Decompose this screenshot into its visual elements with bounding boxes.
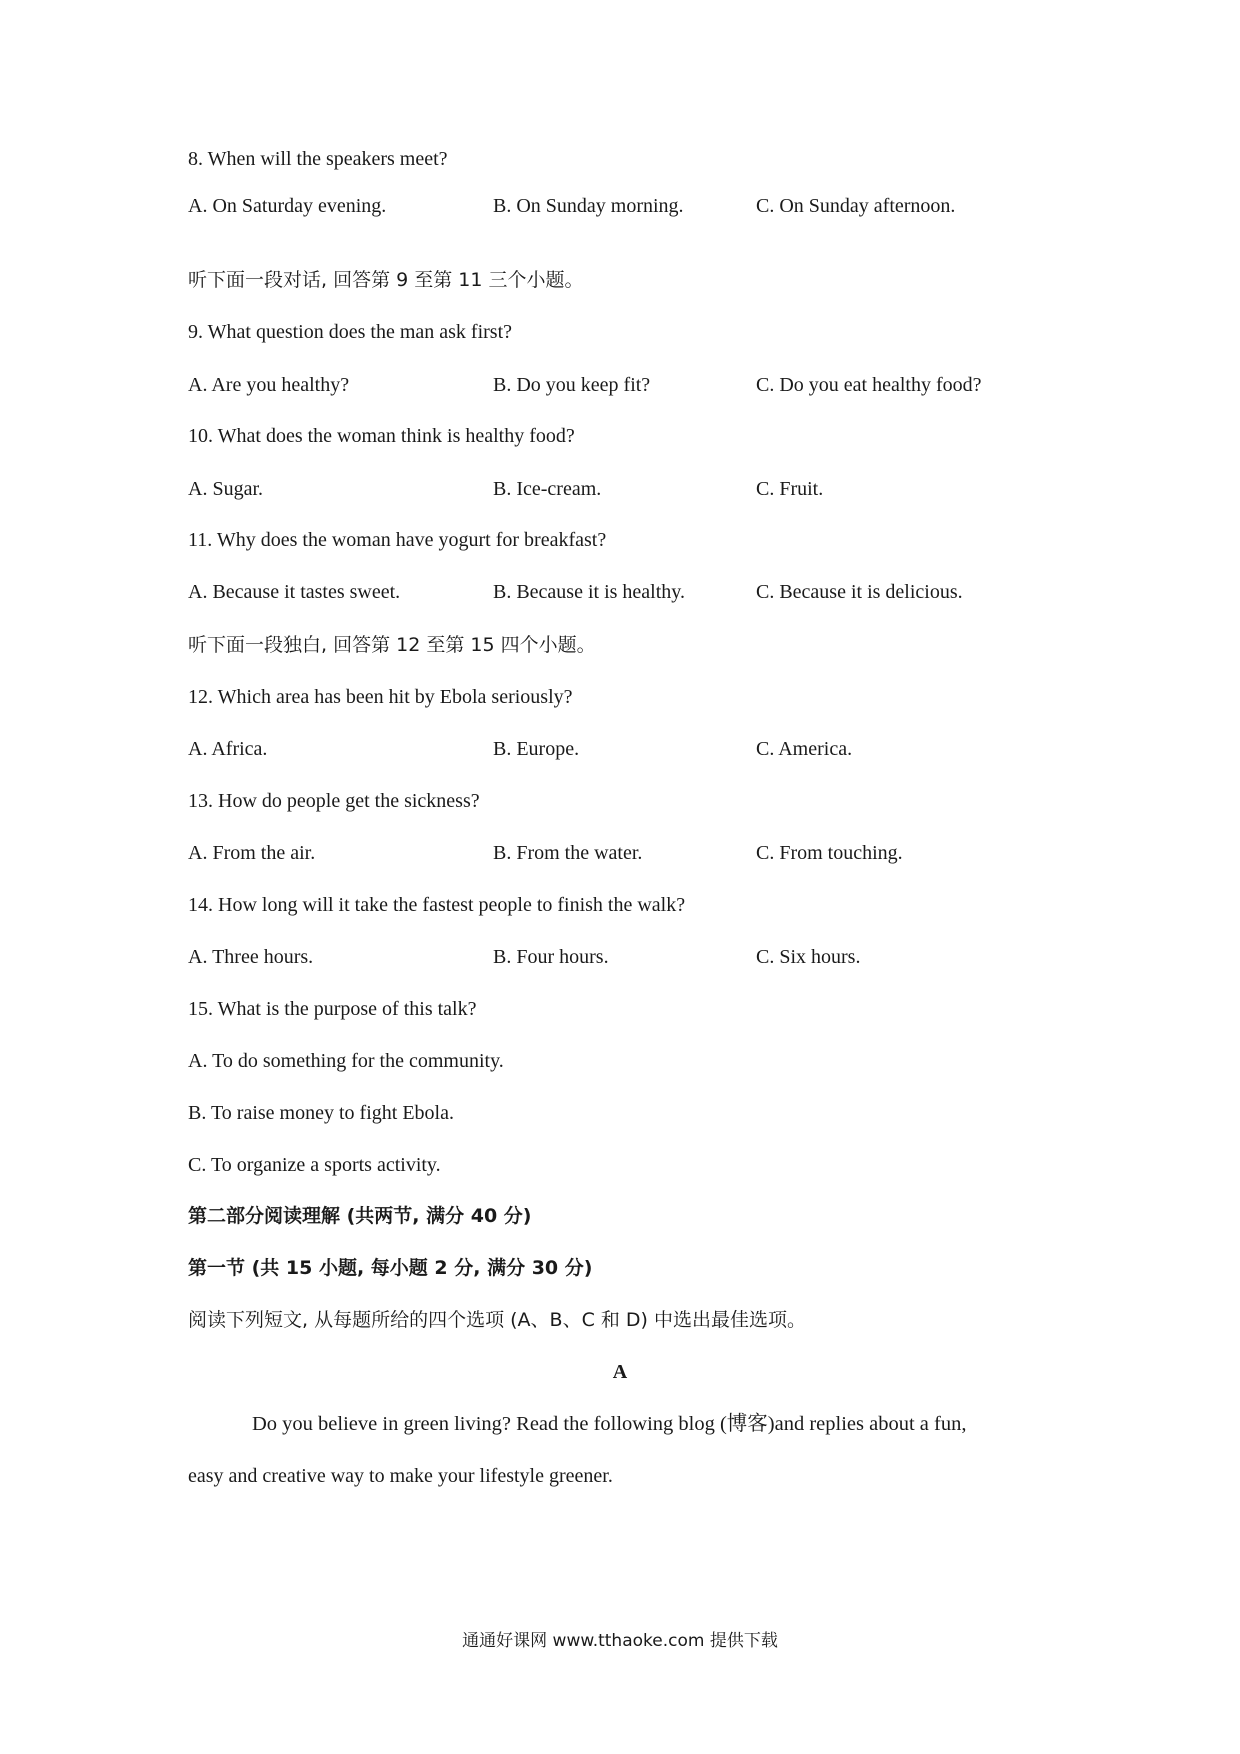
q15-option-c: C. To organize a sports activity. [188,1154,441,1176]
q8-option-c: C. On Sunday afternoon. [756,195,956,217]
q12-option-c: C. America. [756,738,853,760]
reading-instruction: 阅读下列短文, 从每题所给的四个选项 (A、B、C 和 D) 中选出最佳选项。 [188,1309,806,1331]
q11-option-c: C. Because it is delicious. [756,581,963,603]
q13-option-c: C. From touching. [756,842,903,864]
question-13: 13. How do people get the sickness? [188,790,480,812]
q10-option-a: A. Sugar. [188,478,263,500]
q13-option-a: A. From the air. [188,842,316,864]
passage-label: A [612,1361,628,1383]
q12-option-b: B. Europe. [493,738,580,760]
passage-line-2: easy and creative way to make your lifestyle greener. [188,1465,613,1487]
q12-option-a: A. Africa. [188,738,268,760]
section1-heading: 第一节 (共 15 小题, 每小题 2 分, 满分 30 分) [188,1257,593,1279]
footer-watermark: 通通好课网 www.tthaoke.com 提供下载 [462,1631,778,1651]
q10-option-b: B. Ice-cream. [493,478,602,500]
q9-option-b: B. Do you keep fit? [493,374,651,396]
q11-option-b: B. Because it is healthy. [493,581,685,603]
question-10: 10. What does the woman think is healthy food? [188,425,575,447]
question-11: 11. Why does the woman have yogurt for breakfast? [188,529,607,551]
q8-option-b: B. On Sunday morning. [493,195,684,217]
question-15: 15. What is the purpose of this talk? [188,998,477,1020]
q14-option-c: C. Six hours. [756,946,861,968]
q14-option-b: B. Four hours. [493,946,609,968]
q13-option-b: B. From the water. [493,842,643,864]
question-14: 14. How long will it take the fastest people to finish the walk? [188,894,686,916]
question-9: 9. What question does the man ask first? [188,321,513,343]
part2-heading: 第二部分阅读理解 (共两节, 满分 40 分) [188,1205,532,1227]
instruction-9-11: 听下面一段对话, 回答第 9 至第 11 三个小题。 [188,269,584,291]
question-8: 8. When will the speakers meet? [188,148,448,170]
q14-option-a: A. Three hours. [188,946,314,968]
q9-option-c: C. Do you eat healthy food? [756,374,982,396]
instruction-12-15: 听下面一段独白, 回答第 12 至第 15 四个小题。 [188,634,596,656]
q10-option-c: C. Fruit. [756,478,824,500]
q15-option-a: A. To do something for the community. [188,1050,504,1072]
q9-option-a: A. Are you healthy? [188,374,350,396]
passage-line-1: Do you believe in green living? Read the following blog (博客)and replies about a fun, [252,1413,967,1435]
q15-option-b: B. To raise money to fight Ebola. [188,1102,454,1124]
q8-option-a: A. On Saturday evening. [188,195,387,217]
q11-option-a: A. Because it tastes sweet. [188,581,401,603]
question-12: 12. Which area has been hit by Ebola seriously? [188,686,573,708]
